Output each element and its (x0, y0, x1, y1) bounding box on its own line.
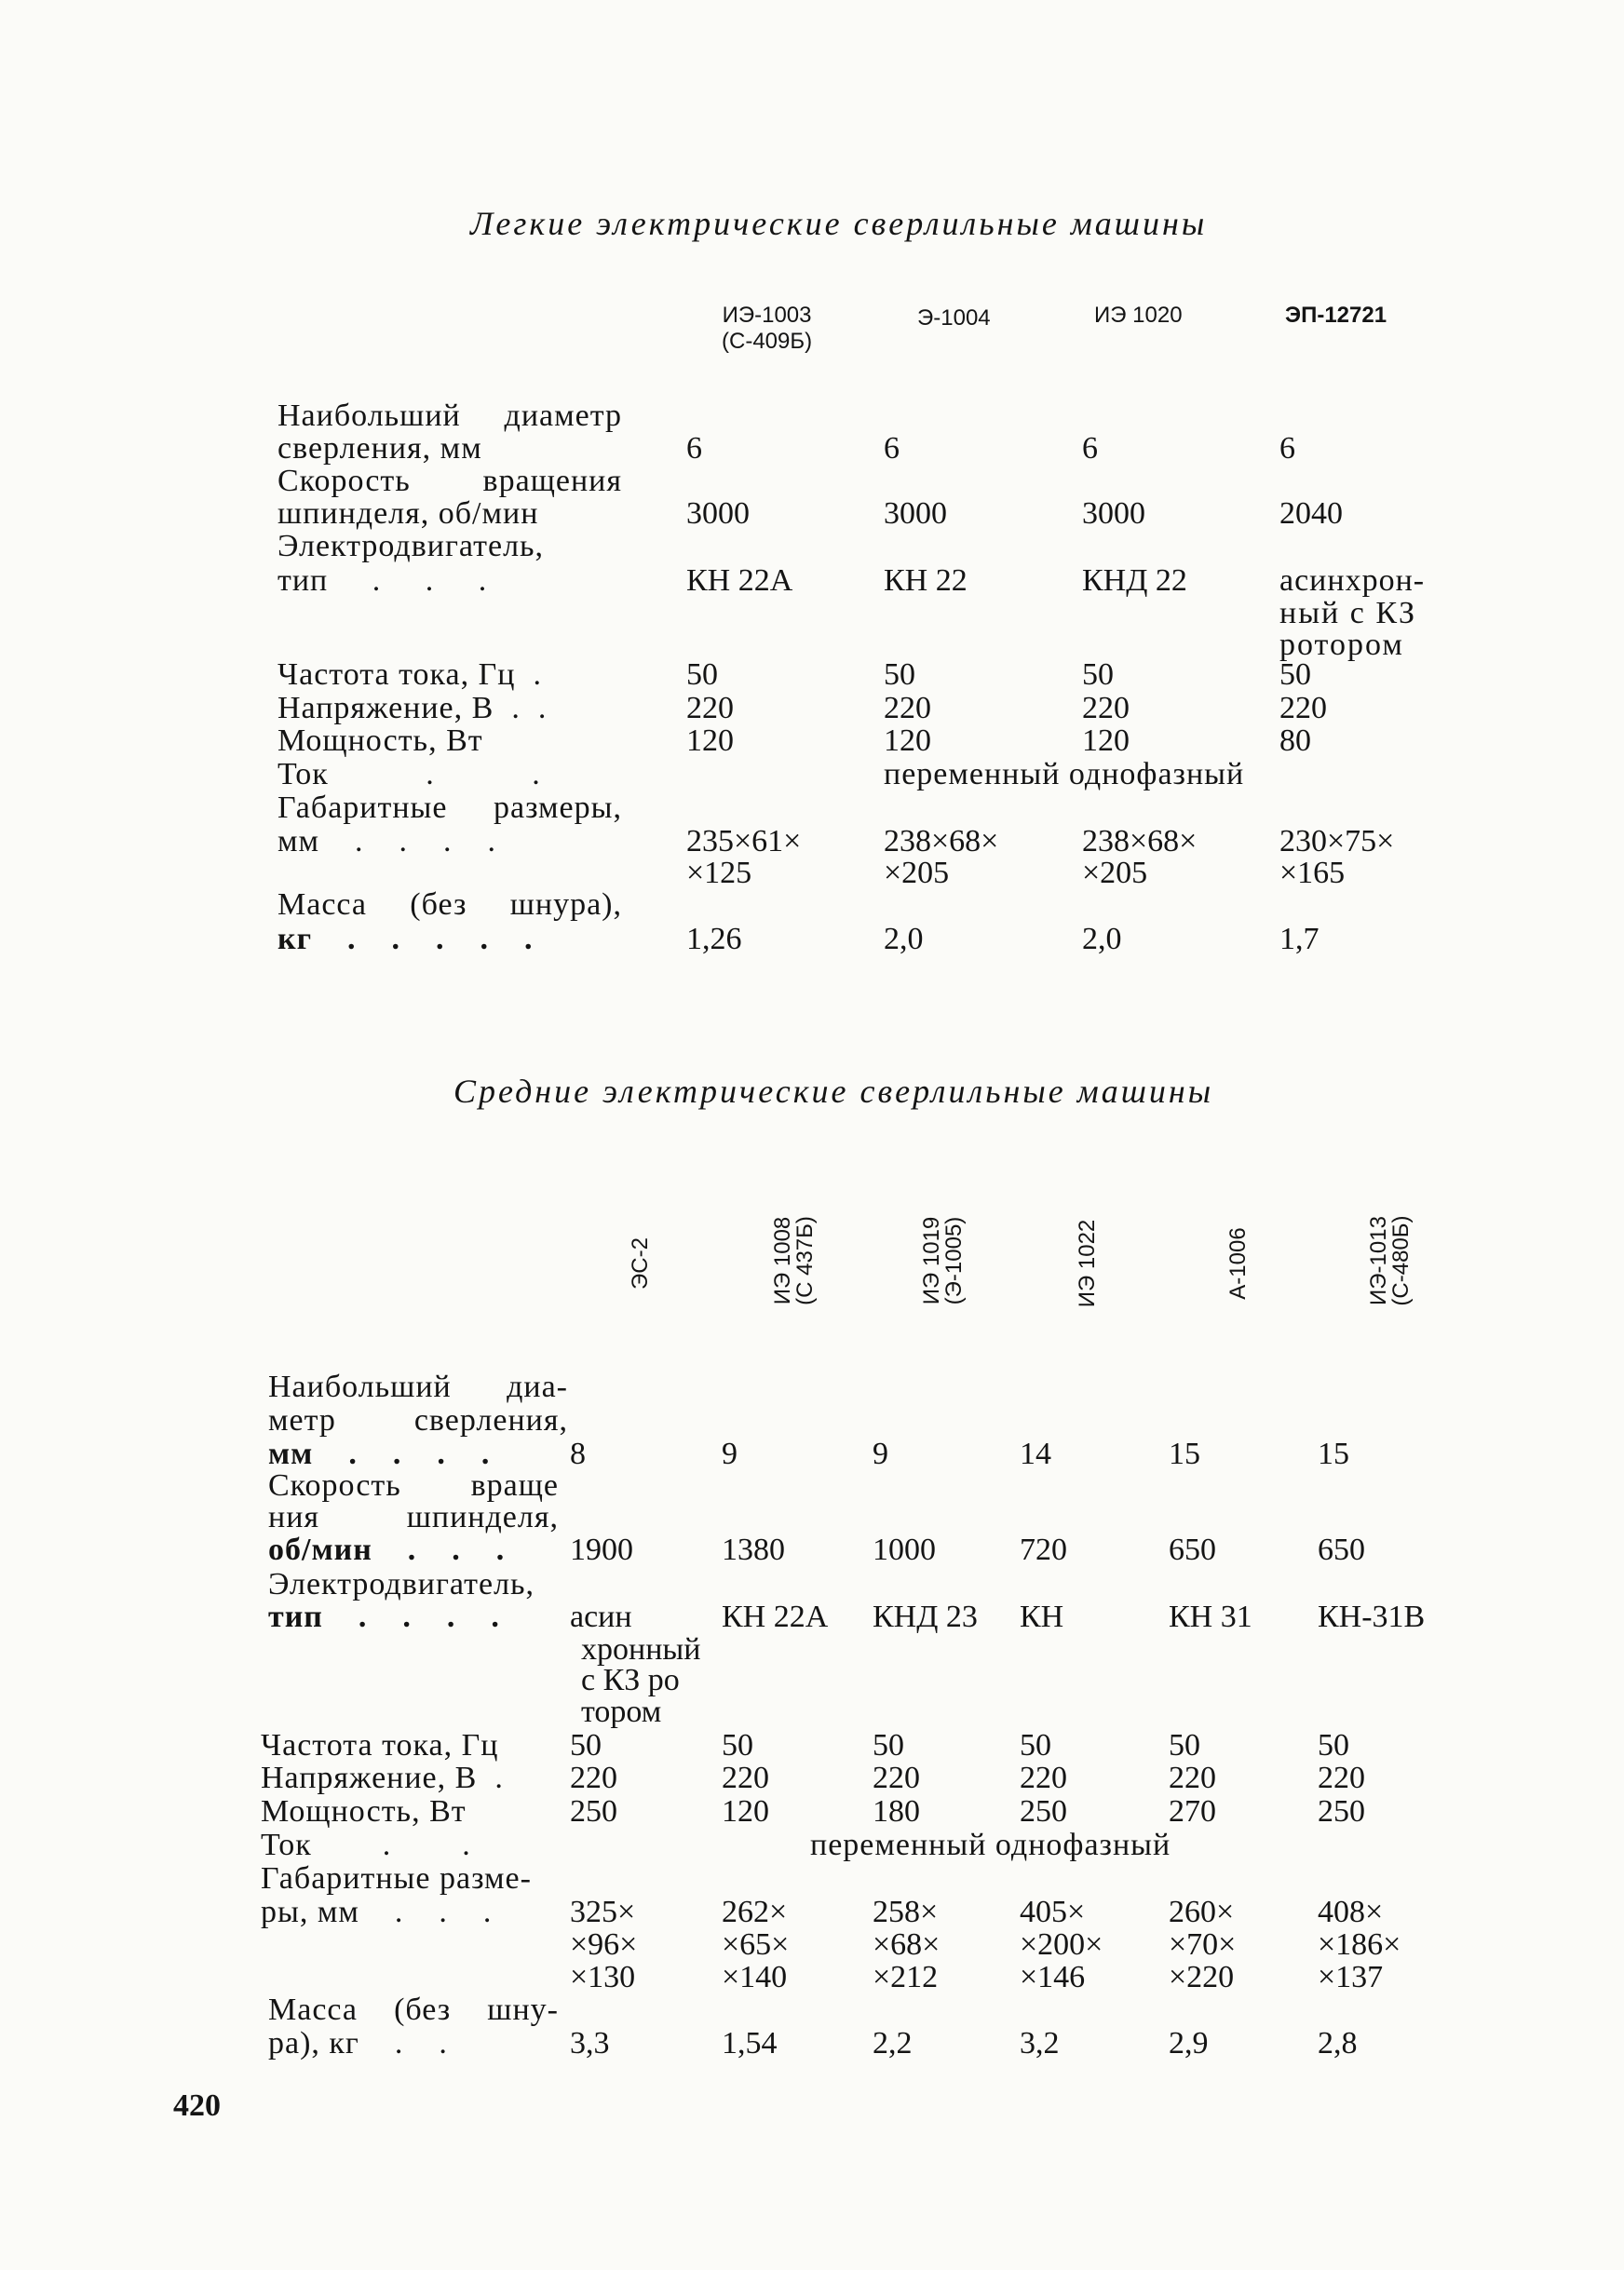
s1-cell: КНД 22 (1082, 563, 1187, 598)
s2-label-diameter-unit: мм . . . . (268, 1437, 491, 1471)
s2-cell: ×140 (722, 1960, 788, 1994)
s1-model-header-4: ЭП-12721 (1285, 303, 1387, 328)
s1-label-dims-cont: мм . . . . (277, 824, 497, 858)
label-word: метр (268, 1403, 336, 1438)
s2-cell: 650 (1169, 1533, 1216, 1567)
label-word: Масса (277, 887, 368, 922)
s1-cell: ×205 (884, 856, 950, 890)
s1-cell: 6 (1279, 431, 1295, 466)
s1-cell: 220 (884, 691, 931, 725)
s2-cell: 220 (1169, 1761, 1216, 1795)
s2-cell: 3,2 (1020, 2026, 1060, 2061)
s2-cell: КН 22А (722, 1600, 829, 1634)
s1-label-power: Мощность, Вт (277, 723, 483, 758)
s1-cell: 6 (686, 431, 702, 466)
s2-cell: 250 (1318, 1794, 1365, 1829)
s2-cell: 15 (1318, 1437, 1349, 1471)
s2-cell: 720 (1020, 1533, 1067, 1567)
s2-label-motor-cont: тип . . . . (268, 1600, 500, 1634)
s2-cell: 250 (1020, 1794, 1067, 1829)
s1-cell: асинхрон- (1279, 563, 1426, 598)
s1-cell: 220 (686, 691, 734, 725)
s1-model-header-1 (722, 304, 812, 353)
s1-cell: 120 (1082, 723, 1130, 758)
s2-model-header-5 (1227, 1217, 1250, 1310)
s1-cell: 2040 (1279, 496, 1343, 531)
label-word: Скорость (268, 1468, 401, 1503)
s2-model-name: ЭС-2 (628, 1237, 653, 1290)
s1-label-diameter-cont: сверления, мм (277, 431, 482, 466)
s2-label-speed-cont (268, 1502, 559, 1534)
label-word: враще (470, 1468, 559, 1503)
s1-cell: 6 (884, 431, 900, 466)
label-word: шпинделя, (406, 1500, 559, 1534)
s2-model-alt: (С 437Б) (792, 1216, 818, 1305)
s1-cell: 6 (1082, 431, 1098, 466)
s2-cell: 650 (1318, 1533, 1365, 1567)
s1-cell: 50 (884, 657, 915, 692)
s2-cell: 2,8 (1318, 2026, 1358, 2061)
s1-cell: 3000 (884, 496, 947, 531)
section2-title: Средние электрические сверлильные машины (453, 1073, 1214, 1110)
s2-label-diameter (268, 1371, 568, 1403)
s2-label-motor: Электродвигатель, (268, 1567, 535, 1601)
s2-cell: ×65× (722, 1927, 790, 1962)
label-word: (без (410, 887, 467, 922)
s2-label-diameter-cont (268, 1405, 568, 1437)
s1-model-header-2: Э-1004 (917, 305, 991, 331)
s1-label-dims (277, 792, 622, 824)
s2-label-power: Мощность, Вт (261, 1794, 467, 1829)
label-word: Наибольший (268, 1370, 452, 1404)
s1-cell: 230×75× (1279, 824, 1395, 858)
s1-cell: КН 22А (686, 563, 793, 598)
label-word: сверления, (413, 1403, 568, 1438)
s2-cell: 220 (1318, 1761, 1365, 1795)
s2-cell: асин (570, 1600, 632, 1634)
s2-model-header-2 (772, 1200, 817, 1321)
s1-label-voltage: Напряжение, В . . (277, 691, 548, 725)
s1-label-motor-cont: тип . . . (277, 563, 488, 598)
s1-cell: 50 (686, 657, 718, 692)
s2-cell: 325× (570, 1895, 636, 1929)
s1-cell: ×165 (1279, 856, 1346, 890)
s2-cell: 50 (1169, 1728, 1200, 1763)
s2-model-header-1 (629, 1219, 652, 1308)
s2-cell: КН 31 (1169, 1600, 1252, 1634)
s2-cell: КНД 23 (873, 1600, 978, 1634)
s2-label-mass (268, 1994, 559, 2026)
s2-cell: ×70× (1169, 1927, 1237, 1962)
label-word: Скорость (277, 464, 411, 498)
s1-cell: 50 (1082, 657, 1114, 692)
label-word: Масса (268, 1993, 359, 2027)
s2-cell: 1000 (873, 1533, 936, 1567)
s2-cell: 9 (873, 1437, 888, 1471)
s1-cell: 3000 (1082, 496, 1145, 531)
s2-cell: 120 (722, 1794, 769, 1829)
label-word: шнура), (509, 887, 622, 922)
s1-cell: ×125 (686, 856, 752, 890)
s1-cell: 1,7 (1279, 922, 1320, 956)
label-word: (без (394, 1993, 452, 2027)
s2-model-name: ИЭ 1019 (919, 1216, 944, 1305)
s2-cell: 8 (570, 1437, 586, 1471)
s2-label-mass-cont: ра), кг . . (268, 2026, 448, 2061)
s1-model-name: ИЭ-1003 (722, 303, 812, 328)
s2-model-header-6 (1368, 1200, 1413, 1321)
s2-cell: 180 (873, 1794, 920, 1829)
s1-cell: 238×68× (1082, 824, 1198, 858)
s2-cell: 50 (873, 1728, 904, 1763)
s2-cell: 15 (1169, 1437, 1200, 1471)
s1-cell: 220 (1082, 691, 1130, 725)
label-word: размеры, (494, 790, 622, 825)
s2-cell: 220 (570, 1761, 617, 1795)
s2-cell: 270 (1169, 1794, 1216, 1829)
s2-model-alt: (Э-1005) (941, 1216, 967, 1305)
s2-cell: 50 (1318, 1728, 1349, 1763)
s1-cell: 80 (1279, 723, 1311, 758)
label-word: вращения (482, 464, 622, 498)
label-word: диа- (507, 1370, 568, 1404)
s2-cell: 408× (1318, 1895, 1384, 1929)
s2-cell: 1900 (570, 1533, 633, 1567)
s2-cell: 50 (1020, 1728, 1051, 1763)
s1-cell: ный с КЗ (1279, 596, 1417, 630)
s2-cell: 220 (1020, 1761, 1067, 1795)
s2-label-current: Ток . . (261, 1828, 471, 1862)
s1-cell: 3000 (686, 496, 750, 531)
s2-cell: 262× (722, 1895, 788, 1929)
s2-model-header-4 (1076, 1217, 1099, 1310)
s2-cell: хронный (581, 1632, 701, 1667)
s2-label-speed-unit: об/мин . . . (268, 1533, 506, 1567)
label-word: ния (268, 1500, 320, 1534)
s2-cell: ×146 (1020, 1960, 1086, 1994)
s2-label-freq: Частота тока, Гц (261, 1728, 499, 1763)
s1-cell: 2,0 (884, 922, 924, 956)
s2-cell: 9 (722, 1437, 738, 1471)
s2-cell: тором (581, 1695, 662, 1729)
s2-label-dims-cont: ры, мм . . . (261, 1895, 493, 1929)
s1-label-speed-cont: шпинделя, об/мин (277, 496, 539, 531)
s2-cell: 2,9 (1169, 2026, 1209, 2061)
s1-current-span: переменный однофазный (884, 757, 1245, 791)
s2-label-speed (268, 1470, 559, 1502)
s1-cell: 238×68× (884, 824, 999, 858)
s2-cell: 220 (873, 1761, 920, 1795)
label-word: Наибольший (277, 399, 461, 433)
s1-label-motor: Электродвигатель, (277, 529, 545, 563)
s2-model-name: ИЭ-1013 (1366, 1216, 1391, 1305)
s2-cell: 14 (1020, 1437, 1051, 1471)
s2-cell: 3,3 (570, 2026, 610, 2061)
s2-cell: ×130 (570, 1960, 636, 1994)
s2-model-header-3 (921, 1200, 966, 1321)
s1-label-freq: Частота тока, Гц . (277, 657, 542, 692)
s2-cell: 1380 (722, 1533, 785, 1567)
s1-label-diameter (277, 400, 622, 432)
s2-cell: 250 (570, 1794, 617, 1829)
s1-cell: 2,0 (1082, 922, 1122, 956)
s1-label-mass (277, 889, 622, 921)
s2-cell: ×137 (1318, 1960, 1384, 1994)
s2-current-span: переменный однофазный (810, 1828, 1171, 1862)
s2-cell: КН-31В (1318, 1600, 1426, 1634)
s1-cell: ×205 (1082, 856, 1148, 890)
s2-cell: ×96× (570, 1927, 638, 1962)
label-word: Габаритные (277, 790, 448, 825)
s2-cell: 2,2 (873, 2026, 913, 2061)
s1-label-mass-cont: кг . . . . . (277, 922, 534, 956)
s2-model-name: ИЭ 1022 (1075, 1219, 1100, 1308)
s1-cell: ротором (1279, 628, 1404, 662)
s2-cell: КН (1020, 1600, 1064, 1634)
s2-cell: ×68× (873, 1927, 941, 1962)
s1-cell: 235×61× (686, 824, 802, 858)
s1-label-current: Ток . . (277, 757, 541, 791)
label-word: диаметр (504, 399, 622, 433)
page-number: 420 (173, 2088, 221, 2123)
s2-label-voltage: Напряжение, В . (261, 1761, 504, 1795)
s2-cell: ×212 (873, 1960, 939, 1994)
s2-cell: 1,54 (722, 2026, 778, 2061)
s1-model-alt: (С-409Б) (722, 329, 813, 354)
s2-cell: ×200× (1020, 1927, 1103, 1962)
s2-cell: с КЗ ро (581, 1663, 680, 1697)
label-word: шну- (487, 1993, 559, 2027)
s2-cell: 405× (1020, 1895, 1086, 1929)
s2-label-dims: Габаритные разме- (261, 1861, 532, 1896)
s1-label-speed (277, 466, 622, 497)
s2-cell: 220 (722, 1761, 769, 1795)
s2-model-alt: (С-480Б) (1388, 1215, 1414, 1306)
s1-model-header-3: ИЭ 1020 (1094, 303, 1183, 328)
s2-model-name: А-1006 (1225, 1227, 1251, 1300)
s1-cell: КН 22 (884, 563, 968, 598)
s2-cell: ×220 (1169, 1960, 1235, 1994)
s1-cell: 50 (1279, 657, 1311, 692)
s2-model-name: ИЭ 1008 (770, 1216, 795, 1305)
s2-cell: 50 (570, 1728, 602, 1763)
section1-title: Легкие электрические сверлильные машины (470, 205, 1208, 242)
s2-cell: 258× (873, 1895, 939, 1929)
s2-cell: 260× (1169, 1895, 1235, 1929)
s1-cell: 1,26 (686, 922, 742, 956)
s2-cell: 50 (722, 1728, 753, 1763)
s1-cell: 120 (686, 723, 734, 758)
s1-cell: 220 (1279, 691, 1327, 725)
s2-cell: ×186× (1318, 1927, 1401, 1962)
s1-cell: 120 (884, 723, 931, 758)
